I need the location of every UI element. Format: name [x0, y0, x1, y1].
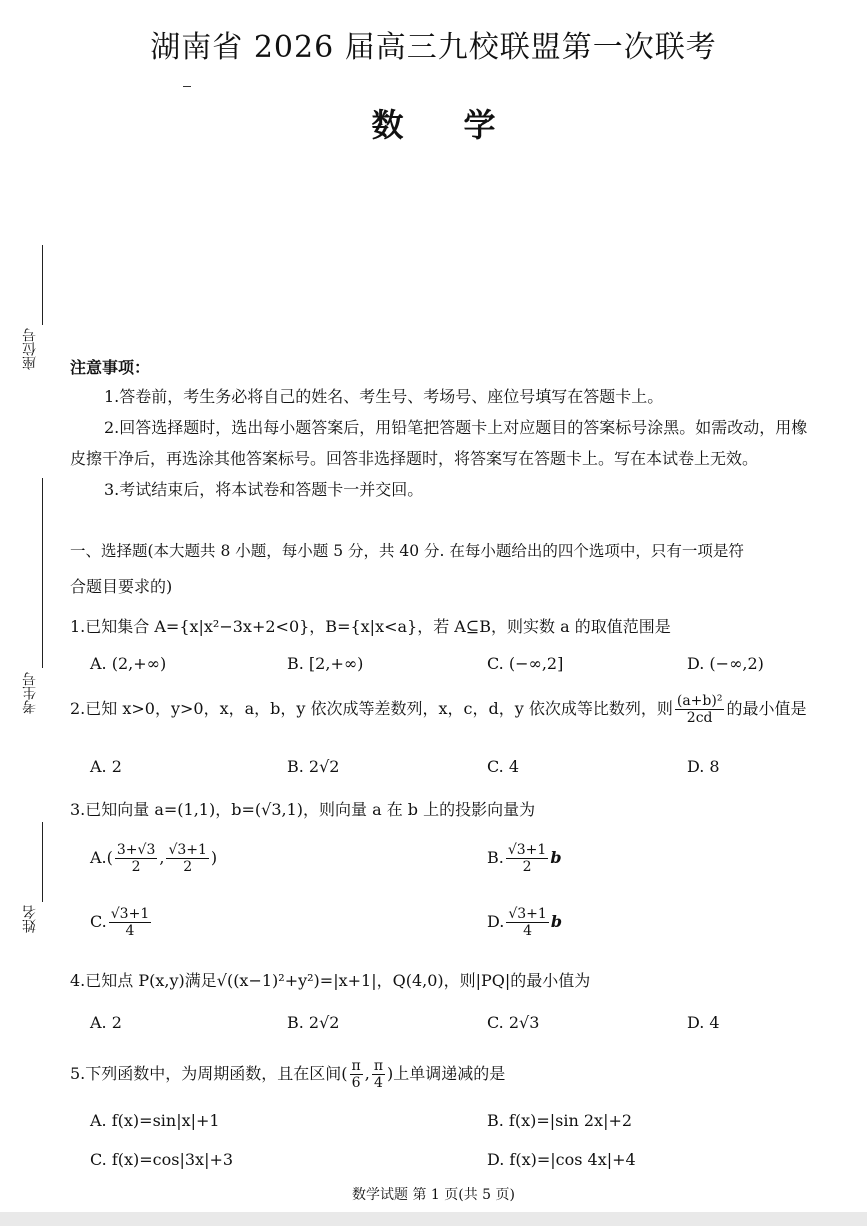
q1-option-c: C. (−∞,2] [487, 654, 564, 673]
q1-option-a: A. (2,+∞) [90, 654, 167, 673]
q2-option-c: C. 4 [487, 757, 520, 776]
seat-number-line [42, 245, 43, 325]
q2-stem-end: 的最小值是 [726, 699, 807, 718]
q2-frac-den: 2cd [686, 710, 713, 726]
q3-option-b: B. $\frac{√3+1}{2}$ b [487, 842, 562, 875]
q5-option-d: D. f(x)=|cos 4x|+4 [487, 1150, 636, 1169]
q4-option-a: A. 2 [90, 1013, 122, 1032]
q4-option-c: C. 2√3 [487, 1013, 540, 1032]
section-heading-cont: 合题目要求的) [70, 577, 173, 596]
name-line [42, 822, 43, 902]
q3-option-c: C. $\frac{√3+1}{4}$ [90, 906, 150, 939]
page-footer: 数学试题 第 1 页(共 5 页) [352, 1187, 515, 1203]
notice-item-2a: 2.回答选择题时，选出每小题答案后，用铅笔把答题卡上对应题目的答案标号涂黑。如需改动，用橡 [104, 418, 808, 437]
q5-option-a: A. f(x)=sin|x|+1 [90, 1111, 220, 1130]
q2-stem-text: 2.已知 x>0，y>0，x，a，b，y 依次成等差数列，x，c，d，y 依次成等比数列，则 [70, 699, 673, 718]
q4-option-b: B. 2√2 [287, 1013, 340, 1032]
name-label: 姓名 [22, 905, 38, 933]
q2-frac-num: (a+b)² [676, 693, 723, 709]
exam-number-label: 考生号 [22, 672, 38, 714]
section-heading: 一、选择题(本大题共 8 小题，每小题 5 分，共 40 分. 在每小题给出的四个选项中，只有一项是符 [70, 542, 744, 560]
notice-item-3: 3.考试结束后，将本试卷和答题卡一并交回。 [104, 480, 424, 499]
q4-option-d: D. 4 [687, 1013, 720, 1032]
exam-title: 湖南省 2026 届高三九校联盟第一次联考 [150, 30, 717, 65]
subject-title: 数学 [371, 106, 556, 144]
question-1-stem: 1.已知集合 A={x|x²−3x+2<0}，B={x|x<a}，若 A⊆B，则实数 a 的取值范围是 [70, 617, 671, 636]
q2-option-b: B. 2√2 [287, 757, 340, 776]
q3-option-a: A.( $\frac{3+√3}{2}$ , $\frac{√3+1}{2}$ ) [90, 842, 218, 875]
notice-heading: 注意事项： [70, 358, 151, 377]
q2-fraction [675, 693, 725, 726]
q1-option-b: B. [2,+∞) [287, 654, 364, 673]
q1-option-d: D. (−∞,2) [687, 654, 764, 673]
page-edge [0, 1212, 867, 1226]
q3-option-d: D. $\frac{√3+1}{4}$ b [487, 906, 562, 939]
q2-option-a: A. 2 [90, 757, 122, 776]
question-2-stem [70, 693, 806, 726]
q2-option-d: D. 8 [687, 757, 720, 776]
question-3-stem: 3.已知向量 a=(1,1)，b=(√3,1)，则向量 a 在 b 上的投影向量为 [70, 800, 536, 819]
question-5-stem: 5.下列函数中，为周期函数，且在区间( $\frac{\pi}{6}$ , $\frac{\pi}{4}$ )上单调递减的是 [70, 1058, 506, 1091]
notice-item-1: 1.答卷前，考生务必将自己的姓名、考生号、考场号、座位号填写在答题卡上。 [104, 387, 664, 406]
notice-item-2b: 皮擦干净后，再选涂其他答案标号。回答非选择题时，将答案写在答题卡上。写在本试卷上无效。 [70, 449, 759, 468]
q5-option-b: B. f(x)=|sin 2x|+2 [487, 1111, 633, 1130]
exam-number-line [42, 478, 43, 668]
stray-mark [183, 86, 191, 87]
seat-number-label: 座位号 [22, 328, 38, 370]
question-4-stem: 4.已知点 P(x,y)满足√((x−1)²+y²)=|x+1|，Q(4,0)，则|PQ|的最小值为 [70, 971, 591, 990]
q5-option-c: C. f(x)=cos|3x|+3 [90, 1150, 234, 1169]
